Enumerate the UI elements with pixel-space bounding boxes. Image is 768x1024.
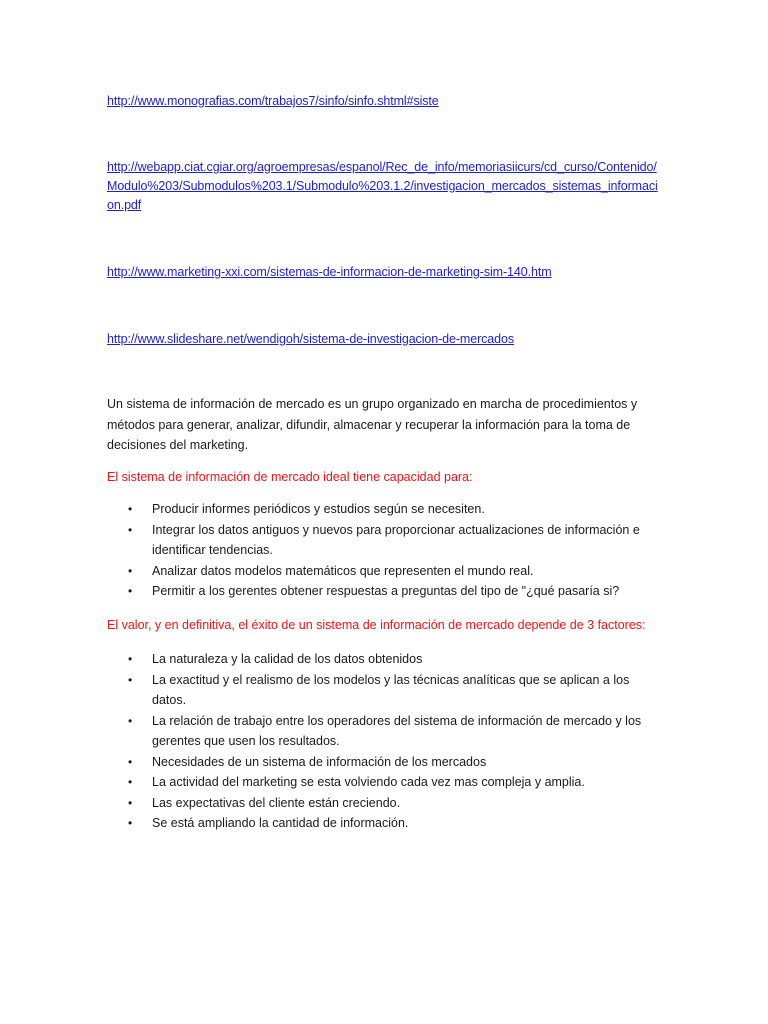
list-item-text: Producir informes periódicos y estudios según se necesiten. <box>152 502 485 516</box>
list-item <box>107 813 655 834</box>
bullet-icon: • <box>128 563 133 578</box>
bullet-icon: • <box>128 584 133 598</box>
section-heading-factors: El valor, y en definitiva, el éxito de un sistema de información de mercado depende de 3 factores: <box>107 618 646 632</box>
factors-list <box>107 649 655 834</box>
list-item-text: Integrar los datos antiguos y nuevos para proporcionar actualizaciones de información e identificar tendencias. <box>152 522 640 557</box>
reference-link-monografias[interactable]: http://www.monografias.com/trabajos7/sinfo/sinfo.shtml#siste <box>107 94 439 108</box>
list-item <box>107 772 655 793</box>
bullet-icon: • <box>128 775 133 789</box>
bullet-icon: • <box>128 713 133 728</box>
reference-link-ciat[interactable]: http://webapp.ciat.cgiar.org/agroempresas/espanol/Rec_de_info/memoriasiicurs/cd_curso/Contenido/Modulo%203/Submodulos%203.1/Submodulo%203.1.2/investigacion_mercados_sistemas_informacion.pdf <box>107 160 658 212</box>
bullet-icon: • <box>128 816 133 830</box>
list-item <box>107 581 655 602</box>
list-item <box>107 752 655 773</box>
intro-paragraph: Un sistema de información de mercado es un grupo organizado en marcha de procedimientos y métodos para generar, analizar, difundir, almacenar y recuperar la información para la toma de decisiones del marketing. <box>107 397 638 452</box>
bullet-icon: • <box>128 672 133 687</box>
list-item-text: Necesidades de un sistema de información de los mercados <box>152 754 487 769</box>
bullet-icon: • <box>128 652 133 666</box>
list-item-text: Se está ampliando la cantidad de información. <box>152 816 409 830</box>
list-item <box>107 711 655 752</box>
list-item <box>107 649 655 670</box>
section-heading-capabilities: El sistema de información de mercado ideal tiene capacidad para: <box>107 470 473 484</box>
list-item <box>107 520 655 561</box>
list-item-text: Analizar datos modelos matemáticos que representen el mundo real. <box>152 563 534 578</box>
capabilities-list <box>107 499 655 602</box>
bullet-icon: • <box>128 754 133 769</box>
list-item-text: Permitir a los gerentes obtener respuestas a preguntas del tipo de "¿qué pasaría si? <box>152 584 620 598</box>
bullet-icon: • <box>128 795 133 810</box>
list-item <box>107 670 655 711</box>
list-item <box>107 499 655 520</box>
list-item-text: La naturaleza y la calidad de los datos obtenidos <box>152 652 423 666</box>
list-item-text: La relación de trabajo entre los operadores del sistema de información de mercado y los gerentes que usen los resultados. <box>152 713 642 748</box>
list-item-text: Las expectativas del cliente están creciendo. <box>152 795 401 810</box>
reference-link-slideshare[interactable]: http://www.slideshare.net/wendigoh/sistema-de-investigacion-de-mercados <box>107 332 514 346</box>
list-item <box>107 793 655 814</box>
list-item <box>107 561 655 582</box>
bullet-icon: • <box>128 502 133 516</box>
reference-link-marketing-xxi[interactable]: http://www.marketing-xxi.com/sistemas-de-informacion-de-marketing-sim-140.htm <box>107 265 552 279</box>
list-item-text: La exactitud y el realismo de los modelos y las técnicas analíticas que se aplican a los datos. <box>152 672 630 707</box>
list-item-text: La actividad del marketing se esta volviendo cada vez mas compleja y amplia. <box>152 775 585 789</box>
bullet-icon: • <box>128 522 133 537</box>
